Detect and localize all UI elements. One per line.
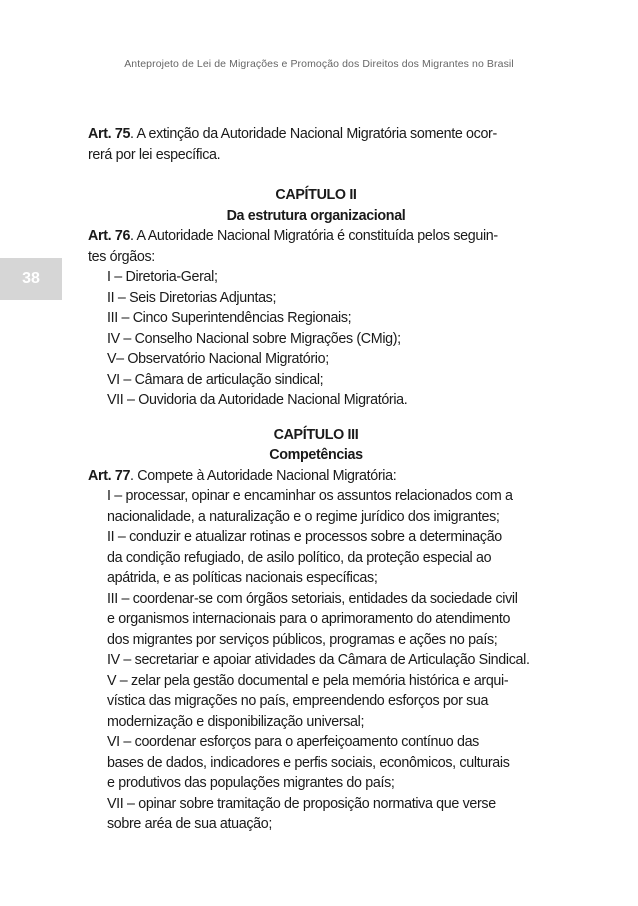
chapter3-heading: CAPÍTULO III [273, 426, 359, 443]
art77-line-14: bases de dados, indicadores e perfis sociais, econômicos, culturais [107, 754, 510, 771]
art77-line [88, 466, 544, 487]
chapter2-heading: CAPÍTULO II [275, 187, 357, 203]
art77-line-2: nacionalidade, a naturalização e o regime jurídico dos imigrantes; [107, 508, 500, 525]
chapter3-title: Competências [269, 447, 363, 463]
chapter2-title: Da estrutura organizacional [226, 207, 406, 224]
art75-text1: . A extinção da Autoridade Nacional Migratória somente ocor- [130, 126, 497, 142]
art77-line-11: vística das migrações no país, empreendendo esforços por sua [107, 693, 489, 709]
art76-line2: tes órgãos: [88, 248, 155, 265]
art77-line-10: V – zelar pela gestão documental e pela memória histórica e arqui- [107, 672, 509, 689]
art77-line-1: I – processar, opinar e encaminhar os assuntos relacionados com a [107, 488, 513, 504]
art77-line-3: II – conduzir e atualizar rotinas e processos sobre a determinação [107, 529, 502, 545]
art75-label: Art. 75 [88, 126, 131, 142]
art77-label: Art. 77 [88, 467, 131, 484]
page-number-tab: 38 [0, 258, 62, 300]
art76-item-5: V– Observatório Nacional Migratório; [107, 351, 329, 367]
art76-item-3: III – Cinco Superintendências Regionais; [107, 310, 352, 326]
art76-item-6: VI – Câmara de articulação sindical; [107, 371, 324, 388]
art76-item-4: IV – Conselho Nacional sobre Migrações (CMig); [107, 330, 401, 347]
art76-item-2: II – Seis Diretorias Adjuntas; [107, 289, 277, 306]
art77-text: . Compete à Autoridade Nacional Migratória: [130, 467, 397, 484]
art77-line-13: VI – coordenar esforços para o aperfeiçoamento contínuo das [107, 734, 479, 750]
art77-line-4: da condição refugiado, de asilo político, da proteção especial ao [107, 549, 492, 566]
art75-line2: rerá por lei específica. [88, 146, 221, 163]
art76-label: Art. 76 [88, 228, 131, 244]
art77-line-17: sobre aréa de sua atuação; [107, 816, 272, 832]
art77-line-15: e produtivos das populações migrantes do país; [107, 775, 395, 791]
art77-line-16: VII – opinar sobre tramitação de proposição normativa que verse [107, 795, 496, 812]
art75-line1 [88, 124, 544, 145]
running-header: Anteprojeto de Lei de Migrações e Promoção dos Direitos dos Migrantes no Brasil [124, 58, 514, 70]
art77-line-6: III – coordenar-se com órgãos setoriais, entidades da sociedade civil [107, 590, 518, 607]
art77-line-9: IV – secretariar e apoiar atividades da Câmara de Articulação Sindical. [107, 652, 530, 668]
art76-line1 [88, 226, 544, 247]
art76-item-1: I – Diretoria-Geral; [107, 269, 218, 285]
art77-line-5: apátrida, e as políticas nacionais específicas; [107, 570, 378, 586]
art77-line-8: dos migrantes por serviços públicos, programas e ações no país; [107, 631, 498, 648]
document-body [88, 124, 544, 835]
art76-item-7: VII – Ouvidoria da Autoridade Nacional Migratória. [107, 392, 408, 408]
art77-line-7: e organismos internacionais para o aprimoramento do atendimento [107, 611, 511, 627]
art76-text1: . A Autoridade Nacional Migratória é constituída pelos seguin- [130, 228, 498, 244]
art77-line-12: modernização e disponibilização universal; [107, 713, 365, 730]
